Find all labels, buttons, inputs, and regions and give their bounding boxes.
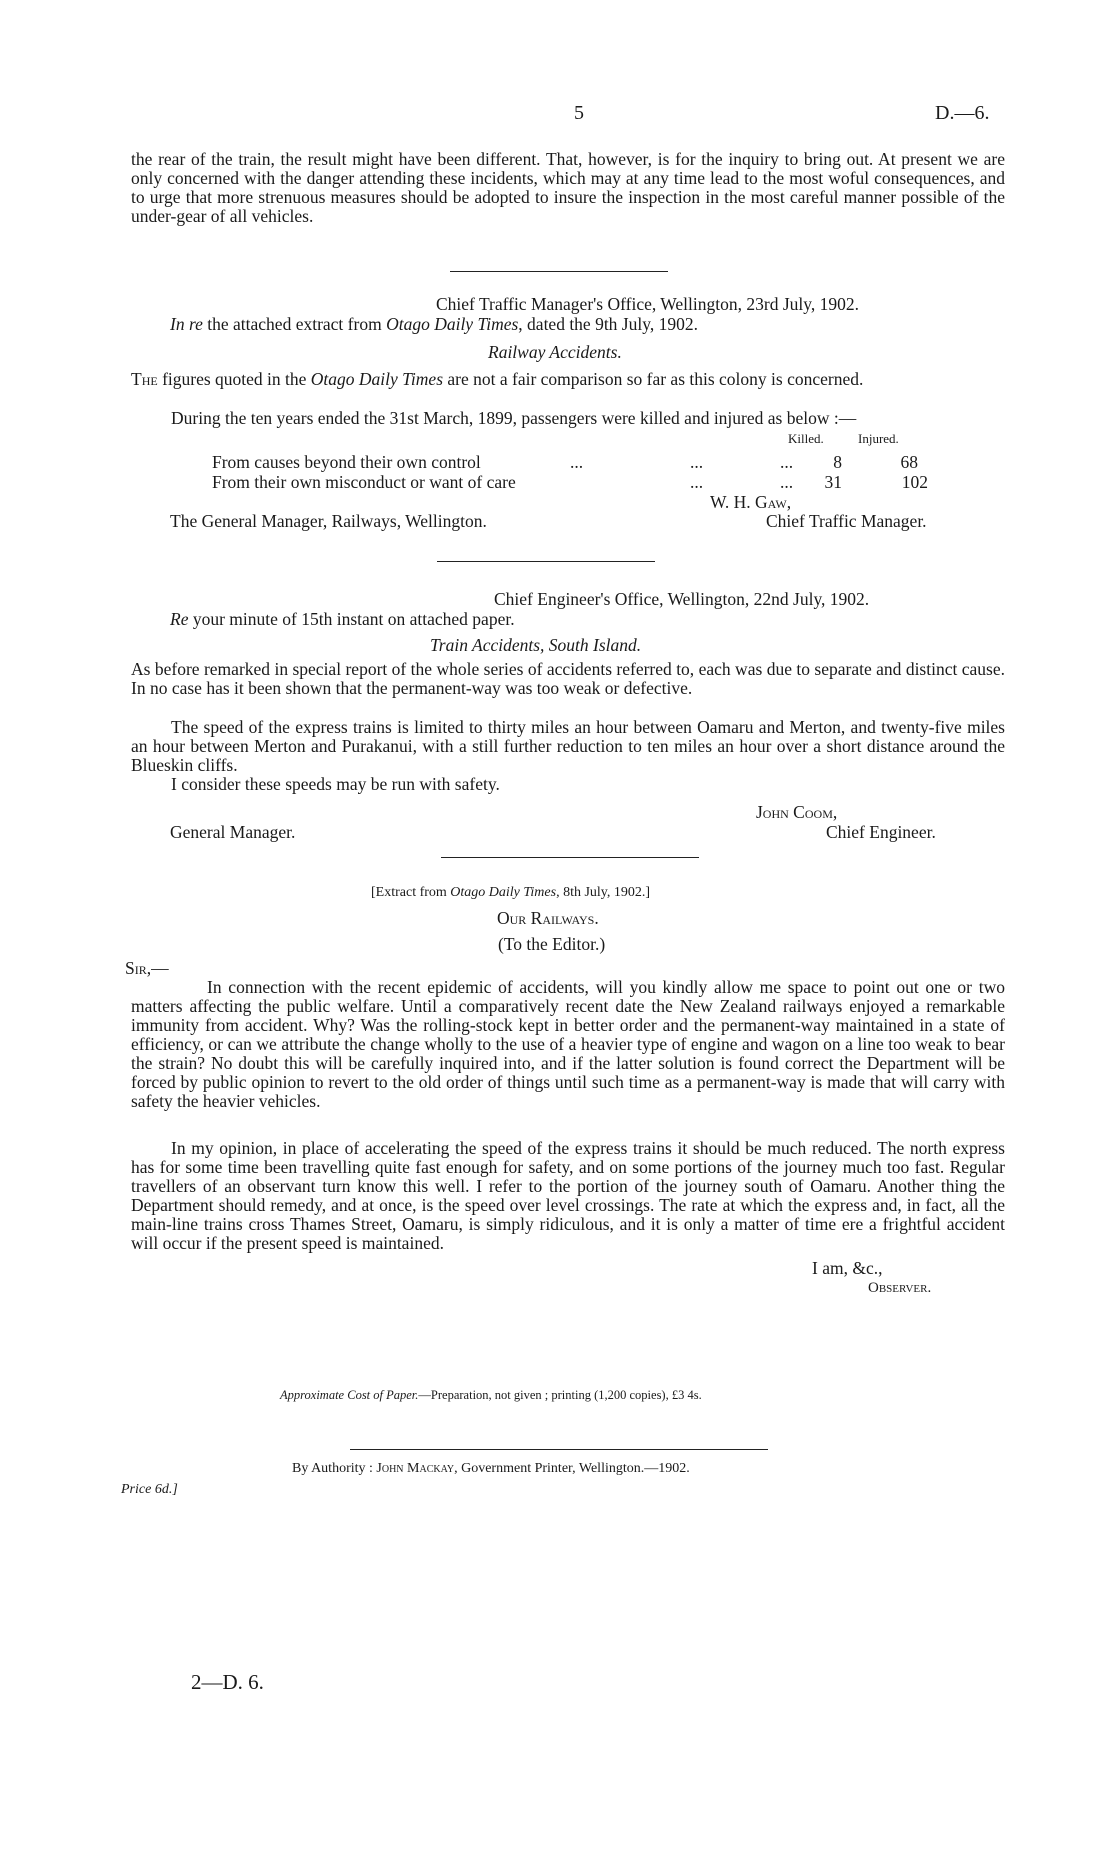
column-header-injured: Injured. xyxy=(858,431,899,446)
re-paper: Otago Daily Times xyxy=(386,314,519,334)
re-text: your minute of 15th instant on attached paper. xyxy=(188,609,515,629)
traffic-office-line: Chief Traffic Manager's Office, Wellington, 23rd July, 1902. xyxy=(436,294,859,314)
printer-authority xyxy=(292,1461,690,1477)
engineer-signatory: John Coom, xyxy=(756,802,838,822)
stat-injured: 68 xyxy=(900,452,918,472)
re-text: , dated the 9th July, 1902. xyxy=(518,314,698,334)
engineer-signatory-title: Chief Engineer. xyxy=(826,822,936,842)
text: , 8th July, 1902.] xyxy=(556,885,651,900)
leader-dots: ... xyxy=(780,472,794,492)
text: are not a fair comparison so far as this colony is concerned. xyxy=(443,369,864,389)
letter-paragraph-2: In my opinion, in place of accelerating the speed of the express trains it should be much reduced. The north express has for some time been travelling quite fast enough for safety, and on some portions of the journey much too fast. Regular travellers of an observant turn know this well. I refer to the portion of the journey south of Oamaru. Another thing the Department should remedy, and at once, is the speed over level crossings. The rate at which the express and, in fact, all the main-line trains cross Thames Street, Oamaru, is simply ridiculous, and it is only a matter of time ere a frightful accident will occur if the present speed is maintained. xyxy=(131,1138,1005,1253)
leader-dots: ... xyxy=(690,472,704,492)
engineer-re-line xyxy=(170,610,515,629)
extract-source xyxy=(371,885,650,901)
letter-subtitle: (To the Editor.) xyxy=(498,934,606,954)
traffic-re-line xyxy=(170,315,698,334)
printer-name: John Mackay xyxy=(376,1461,455,1476)
paper-name: Otago Daily Times xyxy=(450,885,557,900)
lead-word: The xyxy=(131,369,158,389)
leader-dots: ... xyxy=(690,452,704,472)
document-reference: D.—6. xyxy=(935,102,990,124)
letter-salutation: Sir,— xyxy=(125,958,169,978)
engineer-office-line: Chief Engineer's Office, Wellington, 22nd July, 1902. xyxy=(494,589,870,609)
letter-paragraph-1: In connection with the recent epidemic of accidents, will you kindly allow me space to point out one or two matters affecting the public welfare. Until a comparatively recent date the New Zealand railways enjoyed a remarkable immunity from accident. Why? Was the rolling-stock kept in better order and the permanent-way maintained in a state of efficiency, or can we attribute the change wholly to the use of a heavier type of engine and wagon on a line too weak to bear the strain? No doubt this will be carefully inquired into, and if the latter solution is found correct the Department will be forced by public opinion to revert to the old order of things until such time as a permanent-way is made that will carry with safety the heavier vehicles. xyxy=(131,977,1005,1111)
letter-title: Our Railways. xyxy=(497,908,599,928)
traffic-paragraph-2: During the ten years ended the 31st March, 1899, passengers were killed and injured as below :— xyxy=(171,408,857,428)
stat-killed: 8 xyxy=(833,452,842,472)
engineer-paragraph-1: As before remarked in special report of the whole series of accidents referred to, each was due to separate and distinct cause. In no case has it been shown that the permanent-way was too weak or defective. xyxy=(131,659,1005,698)
text: figures quoted in the xyxy=(157,369,311,389)
traffic-addressee: The General Manager, Railways, Wellington. xyxy=(170,511,487,531)
engineer-addressee: General Manager. xyxy=(170,822,296,842)
engineer-paragraph-2: The speed of the express trains is limited to thirty miles an hour between Oamaru and Merton, and twenty-five miles an hour between Merton and Purakanui, with a still further reduction to ten miles an hour over a short distance around the Blueskin cliffs. xyxy=(131,717,1005,775)
traffic-signatory: W. H. Gaw, xyxy=(710,492,792,512)
letter-closing: I am, &c., xyxy=(812,1258,883,1278)
stat-row-label: From their own misconduct or want of care xyxy=(212,472,516,492)
traffic-heading: Railway Accidents. xyxy=(488,342,622,362)
cost-label: Approximate Cost of Paper. xyxy=(280,1388,419,1402)
re-text: the attached extract from xyxy=(202,314,387,334)
price: Price 6d.] xyxy=(121,1482,178,1497)
leader-dots: ... xyxy=(780,452,794,472)
page-number: 5 xyxy=(574,102,584,124)
section-divider xyxy=(450,271,668,272)
footer-rule xyxy=(350,1449,768,1450)
stat-killed: 31 xyxy=(824,472,842,492)
paper-name: Otago Daily Times xyxy=(310,369,444,389)
stat-injured: 102 xyxy=(901,472,928,492)
engineer-paragraph-3: I consider these speeds may be run with safety. xyxy=(171,774,500,794)
section-divider xyxy=(441,857,699,858)
traffic-paragraph-1 xyxy=(131,370,1005,389)
stat-row-label: From causes beyond their own control xyxy=(212,452,481,472)
signature-mark: 2—D. 6. xyxy=(191,1670,264,1694)
text: , Government Printer, Wellington.—1902. xyxy=(454,1461,690,1476)
text: By Authority : xyxy=(292,1461,377,1476)
traffic-signatory-title: Chief Traffic Manager. xyxy=(766,511,927,531)
leader-dots: ... xyxy=(570,452,584,472)
cost-text: —Preparation, not given ; printing (1,200 copies), £3 4s. xyxy=(418,1388,702,1402)
text: [Extract from xyxy=(371,885,451,900)
letter-signatory: Observer. xyxy=(868,1280,932,1296)
continuation-paragraph: the rear of the train, the result might have been different. That, however, is for the inquiry to bring out. At present we are only concerned with the danger attending these incidents, which may at any time lead to the most woful consequences, and to urge that more strenuous measures should be adopted to insure the inspection in the most careful manner possible of the under-gear of all vehicles. xyxy=(131,149,1005,226)
section-divider xyxy=(437,561,655,562)
column-header-killed: Killed. xyxy=(788,431,824,446)
re-word: In re xyxy=(170,314,203,334)
re-word: Re xyxy=(170,609,189,629)
cost-of-paper xyxy=(280,1388,702,1403)
engineer-heading: Train Accidents, South Island. xyxy=(430,635,642,655)
